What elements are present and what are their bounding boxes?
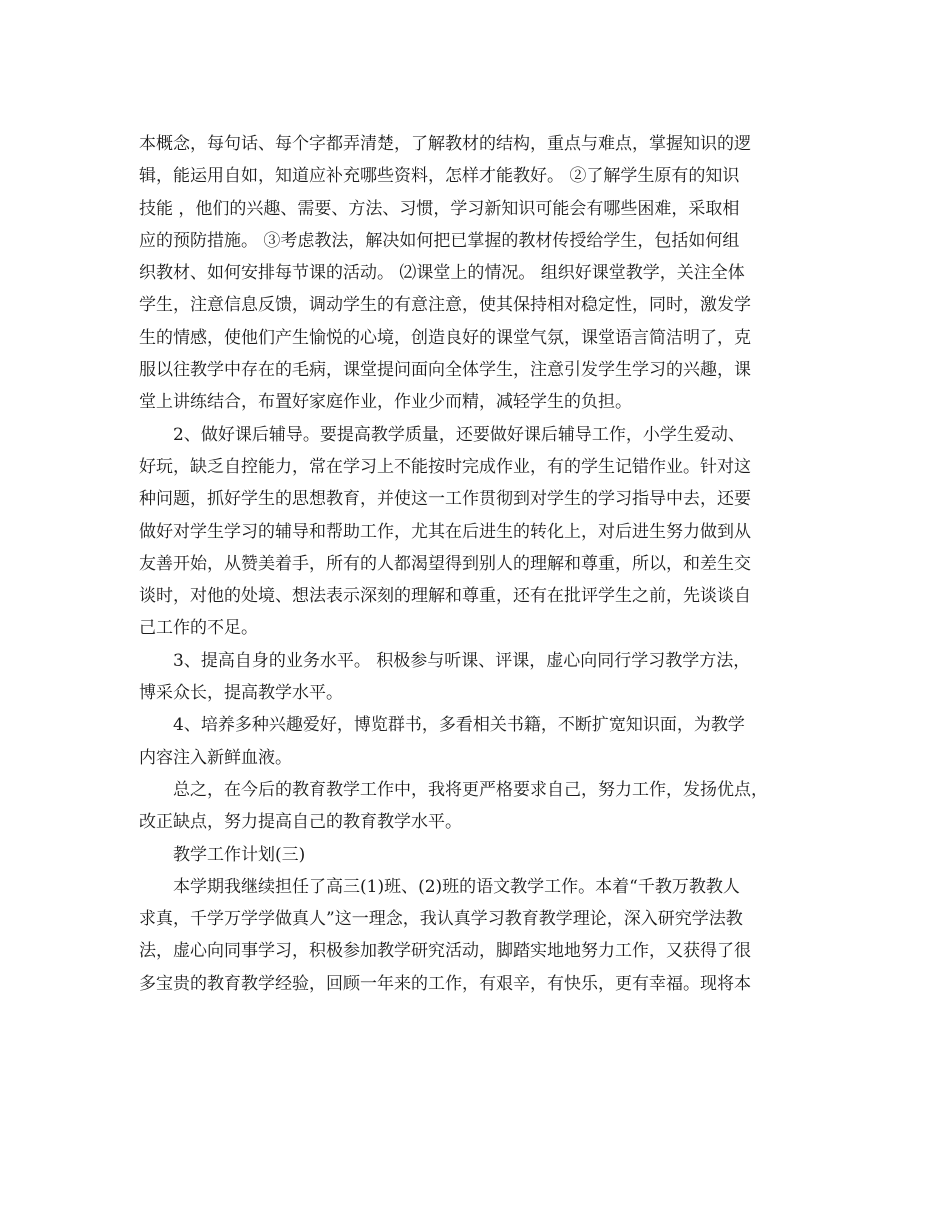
text-line-2: 辑，能运用自如，知道应补充哪些资料，怎样才能教好。 ②了解学生原有的知识 [139,166,740,187]
text-line-16: 己工作的不足。 [139,618,258,639]
text-line-7: 生的情感，使他们产生愉悦的心境，创造良好的课堂气氛，课堂语言简洁明了，克 [139,327,751,348]
text-line-13: 做好对学生学习的辅导和帮助工作，尤其在后进生的转化上，对后进生努力做到从 [139,521,751,542]
text-line-3: 技能 ，他们的兴趣、需要、方法、习惯，学习新知识可能会有哪些困难，采取相 [139,198,740,219]
text-line-25: 求真，千学万学学做真人”这一理念，我认真学习教育教学理论，深入研究学法教 [139,909,743,930]
text-line-15: 谈时，对他的处境、想法表示深刻的理解和尊重，还有在批评学生之前，先谈谈自 [139,586,751,607]
paragraph-start-summary: 总之，在今后的教育教学工作中，我将更严格要求自己，努力工作，发扬优点， [173,779,768,800]
text-line-12: 种问题，抓好学生的思想教育，并使这一工作贯彻到对学生的学习指导中去，还要 [139,489,751,510]
text-line-4: 应的预防措施。 ③考虑教法，解决如何把已掌握的教材传授给学生，包括如何组 [139,230,740,251]
text-line-1: 本概念，每句话、每个字都弄清楚，了解教材的结构，重点与难点，掌握知识的逻 [139,134,751,154]
paragraph-start-4: 4、培养多种兴趣爱好，博览群书，多看相关书籍，不断扩宽知识面，为教学 [173,715,745,736]
text-line-26: 法，虚心向同事学习，积极参加教学研究活动，脚踏实地地努力工作，又获得了很 [139,941,751,962]
text-line-18: 博采众长，提高教学水平。 [139,683,343,704]
text-line-6: 学生，注意信息反馈，调动学生的有意注意，使其保持相对稳定性，同时，激发学 [139,295,751,316]
text-line-11: 好玩，缺乏自控能力，常在学习上不能按时完成作业，有的学生记错作业。针对这 [139,456,751,477]
document-body [139,128,829,1000]
paragraph-start-3: 3、提高自身的业务水平。 积极参与听课、评课，虚心向同行学习教学方法， [173,650,751,671]
paragraph-start-2: 2、做好课后辅导。要提高教学质量，还要做好课后辅导工作，小学生爱动、 [173,424,745,445]
text-line-8: 服以往教学中存在的毛病，课堂提问面向全体学生，注意引发学生学习的兴趣，课 [139,360,751,381]
text-line-9: 堂上讲练结合，布置好家庭作业，作业少而精，减轻学生的负担。 [139,392,632,413]
section-heading: 教学工作计划(三) [173,844,306,865]
text-line-27: 多宝贵的教育教学经验，回顾一年来的工作，有艰辛，有快乐，更有幸福。现将本 [139,973,751,994]
text-line-14: 友善开始，从赞美着手，所有的人都渴望得到别人的理解和尊重，所以，和差生交 [139,553,751,574]
paragraph-start-plan: 本学期我继续担任了高三(1)班、(2)班的语文教学工作。本着“千教万教教人 [173,876,740,897]
text-line-5: 织教材、如何安排每节课的活动。 ⑵课堂上的情况。 组织好课堂教学，关注全体 [139,263,745,284]
text-line-22: 改正缺点，努力提高自己的教育教学水平。 [139,812,462,833]
text-line-20: 内容注入新鲜血液。 [139,747,292,768]
